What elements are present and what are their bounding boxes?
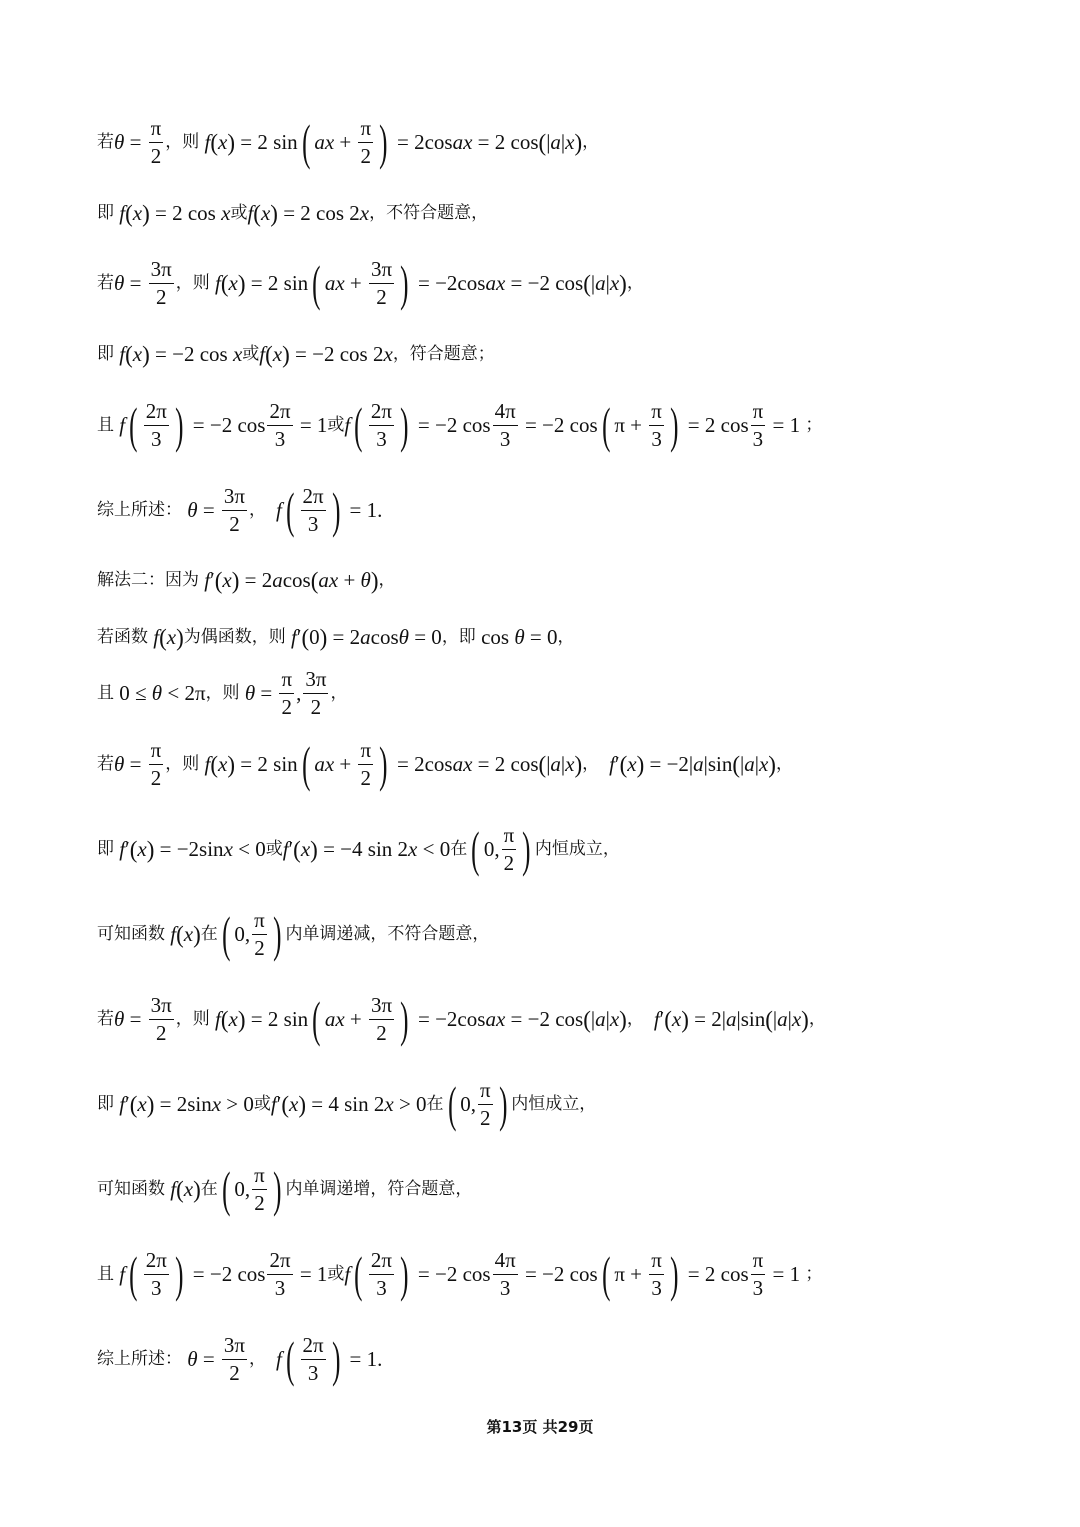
text-comma: ， (775, 753, 793, 774)
text-qie: 且 (97, 682, 114, 703)
text-zai: 在 (200, 1178, 218, 1199)
text-zai: 在 (426, 1093, 444, 1114)
text-comma: ， (582, 753, 600, 774)
text-kezhi: 可知函数 (97, 923, 165, 944)
text-ji2: ，即 (441, 626, 476, 647)
text-huo: 或 (265, 838, 283, 859)
text-method2: 解法二：因为 (97, 569, 199, 590)
text-kezhi: 可知函数 (97, 1178, 165, 1199)
text-period: . (377, 1346, 383, 1371)
text-dandian-jian: 内单调递减，不符合题意， (285, 923, 490, 944)
text-ruo: 若 (97, 131, 114, 152)
text-comma: ， (330, 682, 348, 703)
text-qie: 且 (97, 414, 114, 435)
text-ze: ，则 (175, 272, 210, 293)
text-comma: ， (249, 1348, 267, 1369)
text-nei-heng: 内恒成立， (534, 838, 620, 859)
text-ji: 即 (97, 202, 114, 223)
text-qie: 且 (97, 1263, 114, 1284)
text-comma: ， (249, 499, 267, 520)
text-ruo-hanshu: 若函数 (97, 626, 148, 647)
text-huo: 或 (242, 343, 260, 364)
text-ji: 即 (97, 1093, 114, 1114)
text-ruo: 若 (97, 272, 114, 293)
text-ze: ，则 (165, 131, 200, 152)
text-comma: ， (626, 272, 644, 293)
text-ze: ，则 (175, 1008, 210, 1029)
text-comma: ， (557, 626, 575, 647)
text-ze: ，则 (165, 753, 200, 774)
text-ji: 即 (97, 838, 114, 859)
text-semicolon: ； (805, 1263, 823, 1284)
text-zongshang: 综上所述： (97, 1348, 182, 1369)
text-period: . (377, 497, 383, 522)
text-comma: ， (582, 131, 600, 152)
text-ruo: 若 (97, 1008, 114, 1029)
text-ruo: 若 (97, 753, 114, 774)
text-comma: ， (626, 1008, 644, 1029)
text-huo: 或 (230, 202, 248, 223)
text-fuhe: ，符合题意； (392, 343, 495, 364)
text-huo: 或 (327, 414, 345, 435)
text-huo: 或 (253, 1093, 271, 1114)
text-huo: 或 (327, 1263, 345, 1284)
text-ze: ，则 (205, 682, 240, 703)
text-dandian-zeng: 内单调递增，符合题意， (285, 1178, 473, 1199)
text-semicolon: ； (805, 414, 823, 435)
text-ji: 即 (97, 343, 114, 364)
text-comma: ， (808, 1008, 826, 1029)
text-comma: ， (378, 569, 396, 590)
text-nei-heng: 内恒成立， (511, 1093, 597, 1114)
page-footer: 第13页 共29页 (486, 1418, 594, 1436)
text-zongshang: 综上所述： (97, 499, 182, 520)
text-zai: 在 (200, 923, 218, 944)
text-bufuhe: ，不符合题意， (369, 202, 489, 223)
text-zai: 在 (450, 838, 468, 859)
text-wei-ou: 为偶函数，则 (183, 626, 286, 647)
